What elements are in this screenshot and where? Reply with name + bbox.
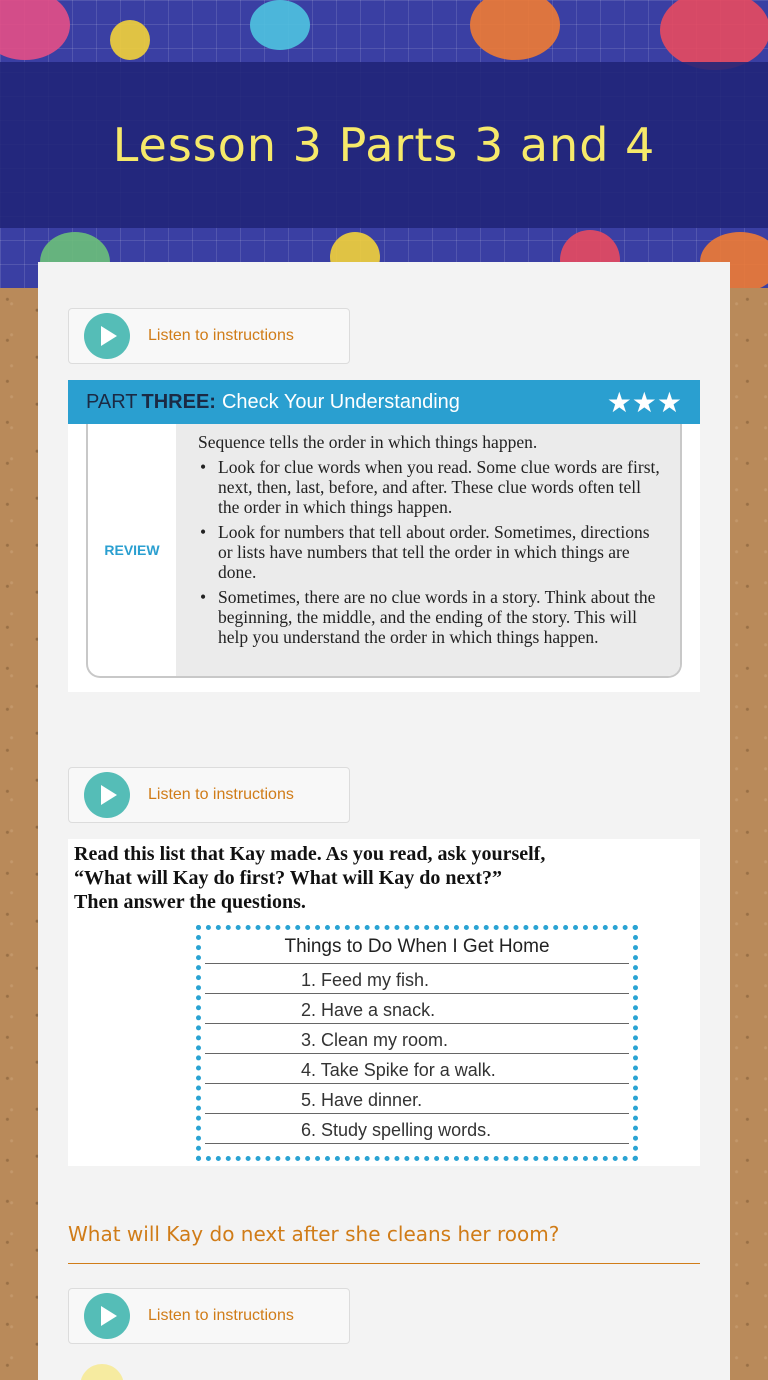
listen-instructions-button[interactable]	[68, 767, 350, 823]
listen-label: Listen to instructions	[148, 786, 294, 803]
review-bullet: • Look for clue words when you read. Some clue words are first, next, then, last, before, and after. These clue words often tell the order in which things happen.	[198, 457, 664, 517]
review-text	[176, 424, 680, 676]
kay-list-image	[68, 839, 700, 1166]
header-banner	[0, 0, 768, 288]
review-intro: Sequence tells the order in which things happen.	[198, 432, 538, 452]
part-number: THREE:	[141, 390, 216, 413]
decoration-icon	[470, 0, 560, 60]
play-icon[interactable]	[84, 772, 130, 818]
play-icon[interactable]	[84, 1293, 130, 1339]
todo-item: 1. Feed my fish.	[205, 964, 629, 994]
listen-label: Listen to instructions	[148, 327, 294, 344]
todo-title: Things to Do When I Get Home	[205, 936, 629, 964]
todo-item: 2. Have a snack.	[205, 994, 629, 1024]
part-word: PART	[86, 390, 138, 413]
question-text: What will Kay do next after she cleans her room?	[68, 1222, 700, 1264]
title-band	[0, 62, 768, 228]
listen-instructions-button[interactable]	[68, 1288, 350, 1344]
part-heading: Check Your Understanding	[221, 390, 460, 413]
part-three-image	[68, 380, 700, 692]
todo-item: 3. Clean my room.	[205, 1024, 629, 1054]
play-icon[interactable]	[84, 313, 130, 359]
instruction-line: “What will Kay do first? What will Kay do next?”	[74, 867, 502, 889]
page-title: Lesson 3 Parts 3 and 4	[112, 118, 656, 172]
stars-icon: ★★★	[606, 386, 682, 418]
decoration-icon	[0, 0, 70, 60]
decoration-icon	[250, 0, 310, 50]
review-bullet: • Look for numbers that tell about order. Sometimes, directions or lists have numbers that tell the order in which things are done.	[198, 522, 664, 582]
decoration-icon	[660, 0, 768, 70]
listen-label: Listen to instructions	[148, 1307, 294, 1324]
review-bullets	[198, 457, 664, 647]
instruction-line: Then answer the questions.	[74, 891, 306, 913]
listen-instructions-button[interactable]	[68, 308, 350, 364]
todo-list	[196, 925, 638, 1161]
review-label: REVIEW	[104, 542, 160, 558]
todo-item: 5. Have dinner.	[205, 1084, 629, 1114]
instruction-line: Read this list that Kay made. As you read, ask yourself,	[74, 843, 546, 865]
part-three-banner	[68, 380, 700, 424]
review-card	[86, 424, 682, 678]
todo-item: 6. Study spelling words.	[205, 1114, 629, 1144]
decoration-icon	[110, 20, 150, 60]
list-instructions	[68, 839, 700, 917]
todo-item: 4. Take Spike for a walk.	[205, 1054, 629, 1084]
review-bullet: • Sometimes, there are no clue words in a story. Think about the beginning, the middle, and the ending of the story. This will help you understand the order in which things happen.	[198, 587, 664, 647]
